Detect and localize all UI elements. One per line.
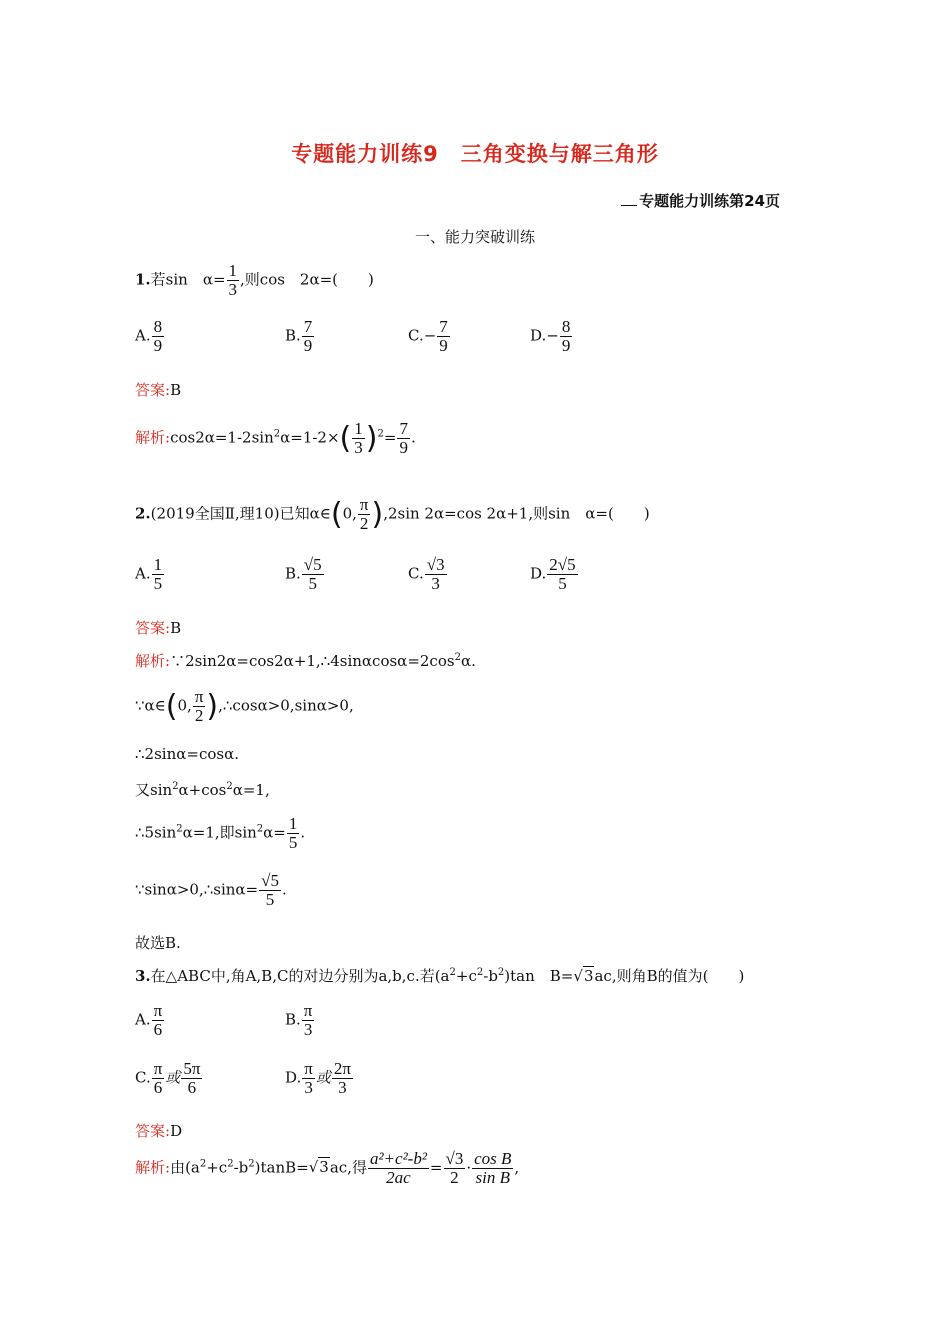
analysis-3: 解析:由$(a^2+c^2-b^2)\tan B=√3ac$,得 $\frac{\text{a²+c²-b²}}{2ac}$ = $\frac{√3}{2}$ · $\frac{\text{cos B}}{\text{sin B}}$ , bbox=[135, 1149, 520, 1187]
analysis-2-line-3: ∴2sinα=cosα. bbox=[135, 745, 239, 763]
option-a[interactable]: A. $\frac{1}{5}$ bbox=[135, 555, 163, 593]
answer-3: 答案:D bbox=[135, 1122, 183, 1140]
option-c[interactable]: C.− $\frac{7}{9}$ bbox=[408, 317, 448, 355]
option-b[interactable]: B. $\frac{7}{9}$ bbox=[285, 317, 313, 355]
option-d[interactable]: D. $\frac{\pi}{3}$ 或 $\frac{2\pi}{3}$ bbox=[285, 1059, 351, 1097]
analysis-2-line-5: $\therefore 5\sin^2\alpha=1$,即$\sin^2\alpha=$ $\frac{1}{5}$ . bbox=[135, 814, 306, 852]
option-a[interactable]: A. $\frac{\pi}{6}$ bbox=[135, 1001, 163, 1039]
question-2-stem: 2.(2019全国Ⅱ,理10)已知α∈(0, $\frac{\pi}{2}$ ),2sin 2α=cos 2α+1,则sin α=( ) bbox=[135, 495, 650, 533]
analysis-1: 解析$:\cos 2\alpha=1-2\sin^2\alpha=1-2\times$( $\frac{1}{3}$ )$^2$= $\frac{7}{9}$ . bbox=[135, 419, 416, 457]
question-3-stem: 3.在△ABC中,角A,B,C的对边分别为a,b,c.若$(a^2+c^2-b^2)\tan$ B=√3ac,则角B的值为( ) bbox=[135, 967, 745, 985]
option-d[interactable]: D. $\frac{2√5}{5}$ bbox=[530, 555, 576, 593]
option-a[interactable]: A. $\frac{8}{9}$ bbox=[135, 317, 163, 355]
option-b[interactable]: B. $\frac{√5}{5}$ bbox=[285, 555, 322, 593]
option-b[interactable]: B. $\frac{\pi}{3}$ bbox=[285, 1001, 313, 1039]
option-c[interactable]: C. $\frac{\pi}{6}$ 或 $\frac{5\pi}{6}$ bbox=[135, 1059, 201, 1097]
option-c[interactable]: C. $\frac{√3}{3}$ bbox=[408, 555, 445, 593]
question-1-stem: 1.若sin α= $\frac{1}{3}$ ,则cos 2α=( ) bbox=[135, 261, 374, 299]
fraction: $\frac{1}{3}$ bbox=[228, 261, 238, 299]
page-reference: 专题能力训练第24页 bbox=[621, 190, 780, 211]
analysis-2-line-4: 又$\sin^2\alpha+\cos^2\alpha=1$, bbox=[135, 781, 270, 799]
analysis-2-line-2: ∵α∈(0, $\frac{\pi}{2}$ ),∴cosα>0,sinα>0, bbox=[135, 687, 354, 725]
analysis-2-line-6: ∵sinα>0,∴sinα= $\frac{√5}{5}$ . bbox=[135, 871, 287, 909]
option-d[interactable]: D.− $\frac{8}{9}$ bbox=[530, 317, 571, 355]
page-title: 专题能力训练9 三角变换与解三角形 bbox=[291, 142, 659, 166]
answer-2: 答案:B bbox=[135, 619, 182, 637]
section-heading: 一、能力突破训练 bbox=[414, 228, 535, 246]
answer-1: 答案:B bbox=[135, 381, 182, 399]
analysis-2-line-1: 解析$:\because 2\sin 2\alpha=\cos 2\alpha+1,\therefore 4\sin\alpha\cos\alpha=2\cos^2\alpha$. bbox=[135, 652, 476, 670]
analysis-2-line-7: 故选B. bbox=[135, 934, 181, 952]
